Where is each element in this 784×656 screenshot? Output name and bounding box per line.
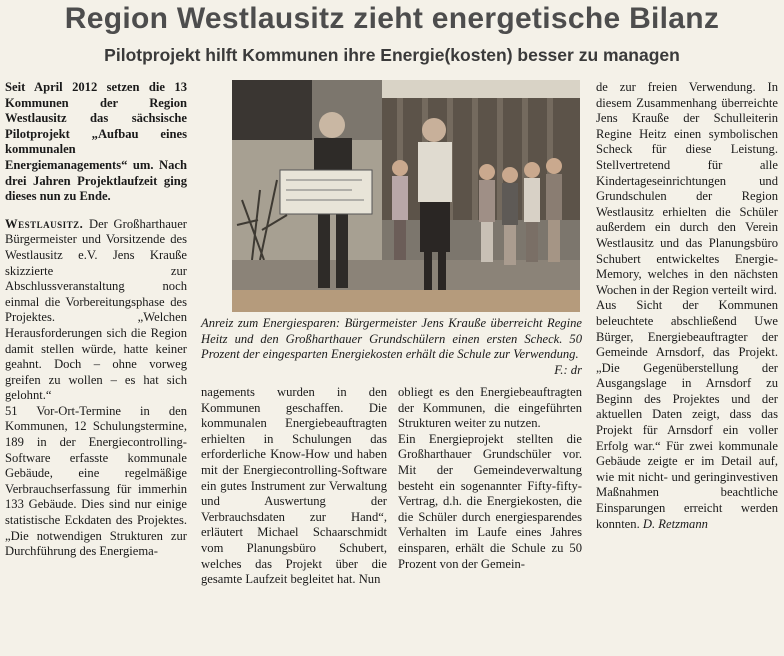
body-paragraph-7: [596, 298, 778, 532]
photo-credit: F.: dr: [554, 362, 582, 377]
photo-illustration: [232, 80, 580, 312]
body-text-7: Aus Sicht der Kommunen beleuchtete abschließend Uwe Bürger, Energiebeauftragter der Gemeinde Arnsdorf, das Projekt. „Die Gegenüberstellung der Ausgangslage in Arnsdorf zu Beginn des Projektes und der aktuellen Daten zeigt, dass das Projekt für Arnsdorf ein voller Erfolg war.“ Für zwei kommunale Gebäude zeigte er im Detail auf, wie mit nicht- und geringinvestiven Maßnahmen beachtliche Einsparungen erreicht werden konnten.: [596, 298, 778, 531]
column-1: [5, 80, 187, 560]
photo-caption: [201, 316, 582, 378]
subheadline: Pilotprojekt hilft Kommunen ihre Energie(kosten) besser zu managen: [104, 45, 680, 65]
dateline: Westlausitz.: [5, 216, 84, 231]
headline: Region Westlausitz zieht energetische Bilanz: [64, 2, 720, 35]
column-4: [596, 80, 778, 532]
author-byline: D. Retzmann: [642, 516, 708, 531]
body-paragraph-1: [5, 217, 187, 404]
column-2: [201, 385, 387, 588]
body-text-1: Der Großharthauer Bürgermeister und Vorsitzende des Westlausitz e.V. Jens Krauße skizzierte zur Abschlussveranstaltung noch einmal die Vorbereitungsphase des Projektes. „Welchen Herausforderungen sich die Region damit stellen würde, hatte keiner geahnt. Doch – ohne vorweg greifen zu wollen – es hat sich gelohnt.“: [5, 216, 187, 403]
body-paragraph-4: obliegt es den Energiebeauftragten der Kommunen, die eingeführten Strukturen weiter zu nutzen.: [398, 385, 582, 431]
body-paragraph-5: Ein Energieprojekt stellten die Großharthauer Grundschüler vor. Mit der Gemeindeverwaltung besteht ein sogenannter Fifty-fifty-Vertrag, d.h. die Energiekosten, die die Schüler durch energiesparendes Verhalten im Laufe eines Jahres einsparen, erhält die Schule zu 50 Prozent von der Gemein-: [398, 431, 582, 571]
body-paragraph-2: 51 Vor-Ort-Termine in den Kommunen, 12 Schulungstermine, 189 in der Energiecontrolling-Software erfasste kommunale Gebäude, eine regelmäßige Verbrauchserfassung für immerhin 133 Gebäude. Dies sind nur einige statistische Eckdaten des Projektes. „Die notwendigen Strukturen zur Durchführung des Energiema-: [5, 403, 187, 559]
caption-text: Anreiz zum Energiesparen: Bürgermeister Jens Krauße überreicht Regine Heitz und den Großharthauer Grundschülern einen ersten Scheck. 50 Prozent der eingesparten Energiekosten erhält die Schule zur Verwendung.: [201, 316, 582, 362]
article-photo: [232, 80, 580, 312]
column-3: [398, 385, 582, 572]
body-paragraph-6: de zur freien Verwendung. In diesem Zusammenhang überreichte Jens Krauße der Schulleiterin Regine Heitz einen symbolischen Scheck für diese Leistung. Stellvertretend für alle Kindertageseinrichtungen und Grundschulen der Region Westlausitz erhielten die Schüler außerdem ein durch den Verein Westlausitz und das Planungsbüro Schubert entwickeltes Energie-Memory, welches in den nächsten Wochen in der Region verteilt wird.: [596, 80, 778, 297]
body-paragraph-3: nagements wurden in den Kommunen geschaffen. Die kommunalen Energiebeauftragten erhielten in Schulungen das erforderliche Know-How und haben mit der Energiecontrolling-Software ein gutes Instrument zur Verwaltung und Auswertung der Verbrauchsdaten zur Hand“, erläutert Michael Schaarschmidt vom Planungsbüro Schubert, welches das Projekt über die gesamte Laufzeit begleitet hat. Nun: [201, 385, 387, 587]
lead-paragraph: Seit April 2012 setzen die 13 Kommunen der Region Westlausitz das sächsische Pilotprojekt „Aufbau eines kommunalen Energiemanagements“ um. Nach drei Jahren Projektlaufzeit ging dieses nun zu Ende.: [5, 80, 187, 204]
